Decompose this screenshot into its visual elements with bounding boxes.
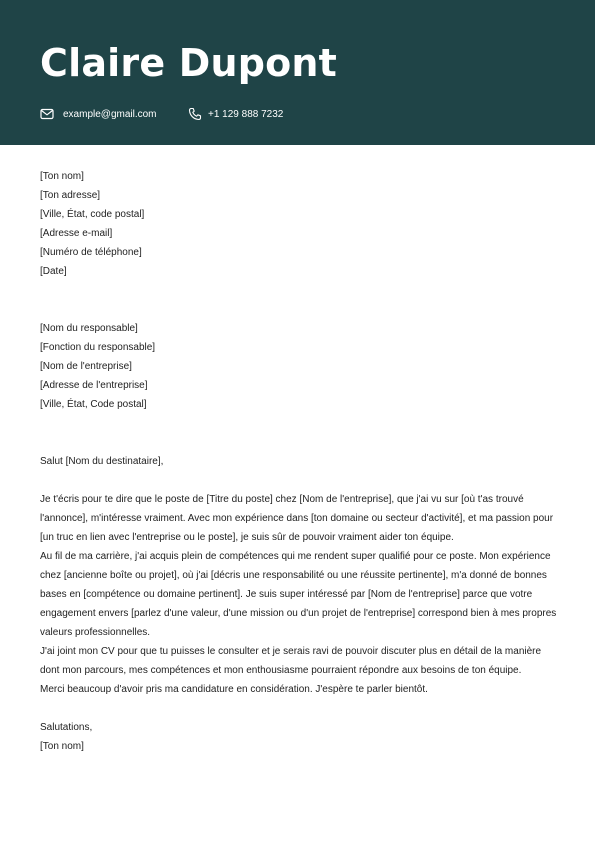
recipient-line: [Ville, État, Code postal]: [40, 399, 147, 410]
contact-email: [40, 106, 157, 122]
body-paragraph: J'ai joint mon CV pour que tu puisses le consulter et je serais ravi de pouvoir discuter plus en détail de la manière dont mon parcours, mes compétences et mon enthousiasme pourraient répondre aux besoins de ton équipe.: [40, 646, 542, 676]
email-text[interactable]: example@gmail.com: [63, 108, 157, 120]
recipient-line: [Adresse de l'entreprise]: [40, 380, 148, 391]
signature: [Ton nom]: [40, 741, 84, 752]
body-paragraph: Au fil de ma carrière, j'ai acquis plein de compétences qui me rendent super qualifié pour ce poste. Mon expérience chez [ancienne boîte ou projet], où j'ai [décris une responsabilité ou une réussite pertinente], m'a donné de bonnes bases en [compétence ou domaine pertinent]. Je suis super intéressé par [Nom de l'entreprise] parce que votre engagement envers [parlez d'une valeur, d'une mission ou d'un projet de l'entreprise] correspond bien à mes propres valeurs professionnelles.: [40, 551, 557, 638]
applicant-name: Claire Dupont: [40, 41, 338, 85]
sender-line: [Ton adresse]: [40, 190, 101, 201]
letter-body: [40, 167, 560, 756]
sender-line: [Ville, État, code postal]: [40, 209, 145, 220]
body-paragraph: Merci beaucoup d'avoir pris ma candidature en considération. J'espère te parler bientôt.: [40, 684, 428, 695]
recipient-line: [Fonction du responsable]: [40, 342, 156, 353]
header-banner: [0, 0, 595, 145]
body-paragraph: Je t'écris pour te dire que le poste de [Titre du poste] chez [Nom de l'entreprise], que j'ai vu sur [où t'as trouvé l'annonce], m'intéresse vraiment. Avec mon expérience dans [ton domaine ou secteur d'activité], et ma passion pour [un truc en lien avec l'entreprise ou le poste], je suis sûr de pouvoir vraiment aider ton équipe.: [40, 494, 554, 543]
phone-icon: [188, 107, 202, 121]
contact-phone: [188, 106, 283, 122]
greeting: Salut [Nom du destinataire],: [40, 456, 164, 467]
recipient-line: [Nom du responsable]: [40, 323, 138, 334]
closing: Salutations,: [40, 722, 93, 733]
recipient-block: [40, 319, 560, 414]
envelope-icon: [40, 107, 54, 121]
sender-block: [40, 167, 560, 281]
recipient-line: [Nom de l'entreprise]: [40, 361, 132, 372]
sender-line: [Adresse e-mail]: [40, 228, 113, 239]
phone-text[interactable]: +1 129 888 7232: [208, 108, 284, 120]
sender-line: [Date]: [40, 266, 67, 277]
sender-line: [Ton nom]: [40, 171, 84, 182]
sender-line: [Numéro de téléphone]: [40, 247, 142, 258]
